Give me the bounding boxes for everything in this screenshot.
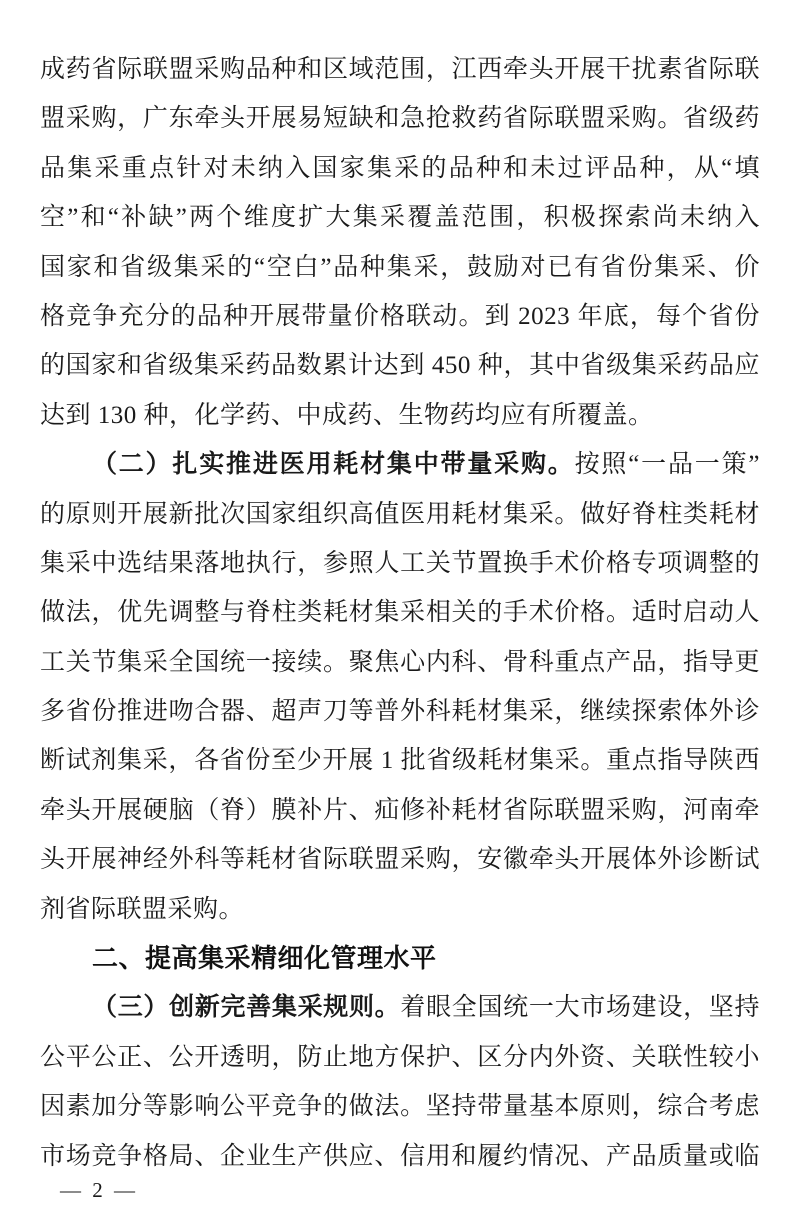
body-text: 盟采购，广东牵头开展易短缺和急抢救药省际联盟采购。省级药 bbox=[40, 105, 760, 133]
body-text: 牵头开展硬脑（脊）膜补片、疝修补耗材省际联盟采购，河南牵 bbox=[40, 796, 760, 824]
document-body bbox=[40, 45, 760, 1181]
body-text: 着眼全国统一大市场建设，坚持 bbox=[400, 994, 760, 1022]
text-line bbox=[40, 835, 760, 884]
body-text: 剂省际联盟采购。 bbox=[40, 895, 245, 923]
emphasized-text: （二）扎实推进医用耗材集中带量采购。 bbox=[92, 451, 575, 479]
emphasized-text: 二、提高集采精细化管理水平 bbox=[92, 943, 437, 974]
text-line bbox=[40, 736, 760, 785]
body-text: 头开展神经外科等耗材省际联盟采购，安徽牵头开展体外诊断试 bbox=[40, 846, 760, 874]
text-line bbox=[40, 440, 760, 489]
body-text: 断试剂集采，各省份至少开展 1 批省级耗材集采。重点指导陕西 bbox=[40, 747, 760, 775]
text-line bbox=[40, 786, 760, 835]
text-line bbox=[40, 983, 760, 1032]
body-text: 的原则开展新批次国家组织高值医用耗材集采。做好脊柱类耗材 bbox=[40, 500, 760, 528]
text-line bbox=[40, 588, 760, 637]
body-text: 达到 130 种，化学药、中成药、生物药均应有所覆盖。 bbox=[40, 401, 654, 429]
text-line bbox=[40, 490, 760, 539]
page-number: — 2 — bbox=[60, 1178, 138, 1202]
text-line bbox=[40, 391, 760, 440]
text-line bbox=[40, 45, 760, 94]
body-text: 集采中选结果落地执行，参照人工关节置换手术价格专项调整的 bbox=[40, 549, 760, 577]
body-text: 国家和省级集采的“空白”品种集采，鼓励对已有省份集采、价 bbox=[40, 253, 760, 281]
body-text: 品集采重点针对未纳入国家集采的品种和未过评品种，从“填 bbox=[40, 154, 760, 182]
text-line bbox=[40, 687, 760, 736]
body-text: 工关节集采全国统一接续。聚焦心内科、骨科重点产品，指导更 bbox=[40, 648, 760, 676]
text-line bbox=[40, 193, 760, 242]
text-line bbox=[40, 94, 760, 143]
body-text: 格竞争充分的品种开展带量价格联动。到 2023 年底，每个省份 bbox=[40, 302, 760, 330]
body-text: 按照“一品一策” bbox=[574, 451, 760, 479]
body-text: 因素加分等影响公平竞争的做法。坚持带量基本原则，综合考虑 bbox=[40, 1093, 760, 1121]
text-line bbox=[40, 1033, 760, 1082]
emphasized-text: （三）创新完善集采规则。 bbox=[92, 994, 401, 1022]
text-line bbox=[40, 341, 760, 390]
body-text: 成药省际联盟采购品种和区域范围，江西牵头开展干扰素省际联 bbox=[40, 56, 760, 83]
body-text: 市场竞争格局、企业生产供应、信用和履约情况、产品质量或临 bbox=[40, 1142, 760, 1170]
body-text: 的国家和省级集采药品数累计达到 450 种，其中省级集采药品应 bbox=[40, 352, 760, 380]
body-text: 做法，优先调整与脊柱类耗材集采相关的手术价格。适时启动人 bbox=[40, 599, 760, 627]
body-text: 公平公正、公开透明，防止地方保护、区分内外资、关联性较小 bbox=[40, 1043, 760, 1071]
text-line bbox=[40, 885, 760, 934]
body-text: 多省份推进吻合器、超声刀等普外科耗材集采，继续探索体外诊 bbox=[40, 698, 760, 726]
text-line bbox=[40, 539, 760, 588]
text-line bbox=[40, 144, 760, 193]
section-heading bbox=[40, 934, 760, 983]
text-line bbox=[40, 638, 760, 687]
text-line bbox=[40, 1082, 760, 1131]
text-line bbox=[40, 243, 760, 292]
text-line bbox=[40, 1132, 760, 1181]
text-line bbox=[40, 292, 760, 341]
body-text: 空”和“补缺”两个维度扩大集采覆盖范围，积极探索尚未纳入 bbox=[40, 204, 760, 232]
